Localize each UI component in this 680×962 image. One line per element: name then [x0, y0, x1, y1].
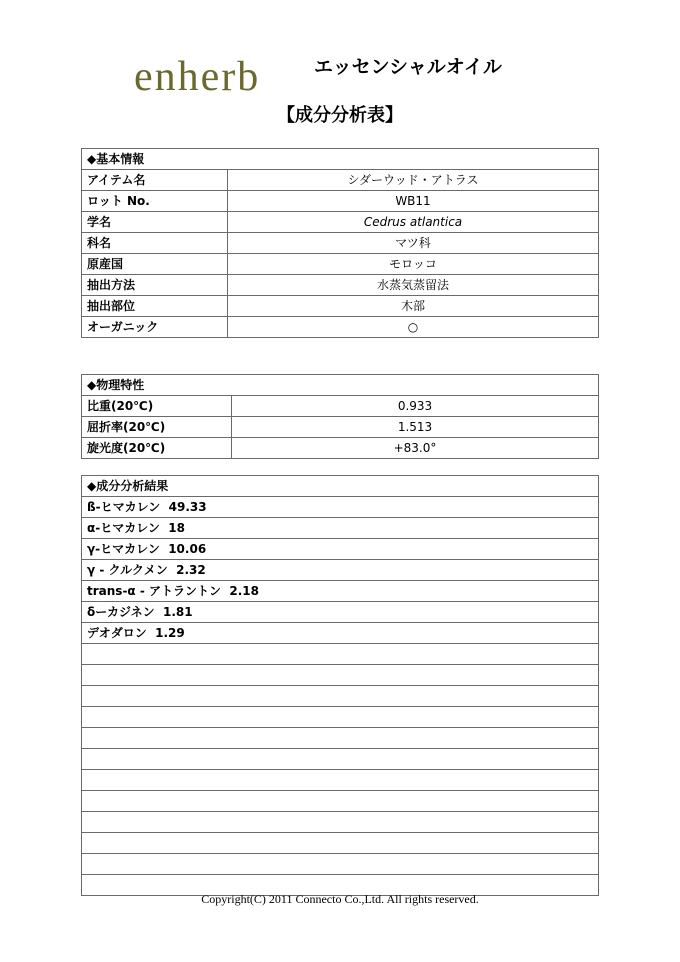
row-label: 抽出部位 [82, 296, 228, 317]
table-row [82, 623, 599, 644]
section-header-row [82, 476, 599, 497]
component-entry: γ - クルクメン 2.32 [82, 560, 599, 581]
component-entry [82, 707, 599, 728]
product-category: エッセンシャルオイル [314, 56, 502, 78]
component-entry [82, 644, 599, 665]
component-entry: γ-ヒマカレン 10.06 [82, 539, 599, 560]
component-entry: δーカジネン 1.81 [82, 602, 599, 623]
component-analysis-table [81, 475, 599, 896]
brand-logo: enherb [134, 54, 261, 100]
table-row [82, 275, 599, 296]
table-row [82, 317, 599, 338]
component-entry [82, 728, 599, 749]
table-row [82, 707, 599, 728]
physical-properties-table [81, 374, 599, 459]
table-row [82, 812, 599, 833]
table-row [82, 833, 599, 854]
row-label: 旋光度(20℃) [82, 438, 232, 459]
row-value: 0.933 [232, 396, 599, 417]
table-row [82, 296, 599, 317]
component-entry [82, 833, 599, 854]
row-label: オーガニック [82, 317, 228, 338]
component-entry: trans-α - アトラントン 2.18 [82, 581, 599, 602]
table-row [82, 254, 599, 275]
row-value: ○ [228, 317, 599, 338]
component-entry [82, 791, 599, 812]
row-value: WB11 [228, 191, 599, 212]
section-header-row [82, 375, 599, 396]
section-heading: ◆成分分析結果 [82, 476, 599, 497]
table-row [82, 581, 599, 602]
component-entry: α-ヒマカレン 18 [82, 518, 599, 539]
table-row [82, 770, 599, 791]
row-label: 原産国 [82, 254, 228, 275]
row-value: 水蒸気蒸留法 [228, 275, 599, 296]
row-value: Cedrus atlantica [228, 212, 599, 233]
component-entry [82, 749, 599, 770]
table-row [82, 396, 599, 417]
row-value: シダーウッド・アトラス [228, 170, 599, 191]
table-row [82, 602, 599, 623]
table-row [82, 665, 599, 686]
row-value: モロッコ [228, 254, 599, 275]
table-row [82, 191, 599, 212]
table-row [82, 791, 599, 812]
table-row [82, 170, 599, 191]
component-entry [82, 665, 599, 686]
table-row [82, 854, 599, 875]
component-entry [82, 770, 599, 791]
row-value: 木部 [228, 296, 599, 317]
row-value: マツ科 [228, 233, 599, 254]
component-entry: デオダロン 1.29 [82, 623, 599, 644]
row-value: 1.513 [232, 417, 599, 438]
copyright-notice: Copyright(C) 2011 Connecto Co.,Ltd. All rights reserved. [201, 892, 479, 906]
section-header-row [82, 149, 599, 170]
row-label: 比重(20℃) [82, 396, 232, 417]
table-row [82, 417, 599, 438]
row-label: 屈折率(20℃) [82, 417, 232, 438]
row-label: アイテム名 [82, 170, 228, 191]
row-label: 学名 [82, 212, 228, 233]
component-entry [82, 686, 599, 707]
table-row [82, 728, 599, 749]
row-value: +83.0° [232, 438, 599, 459]
table-row [82, 644, 599, 665]
section-heading: ◆物理特性 [82, 375, 599, 396]
table-row [82, 212, 599, 233]
component-entry [82, 854, 599, 875]
row-label: ロット No. [82, 191, 228, 212]
page-title: 【成分分析表】 [277, 105, 403, 126]
table-row [82, 749, 599, 770]
table-row [82, 518, 599, 539]
row-label: 抽出方法 [82, 275, 228, 296]
basic-info-table [81, 148, 599, 338]
table-row [82, 438, 599, 459]
table-row [82, 686, 599, 707]
component-entry: ß-ヒマカレン 49.33 [82, 497, 599, 518]
row-label: 科名 [82, 233, 228, 254]
table-row [82, 560, 599, 581]
table-row [82, 233, 599, 254]
table-row [82, 497, 599, 518]
table-row [82, 539, 599, 560]
section-heading: ◆基本情報 [82, 149, 599, 170]
component-entry [82, 812, 599, 833]
